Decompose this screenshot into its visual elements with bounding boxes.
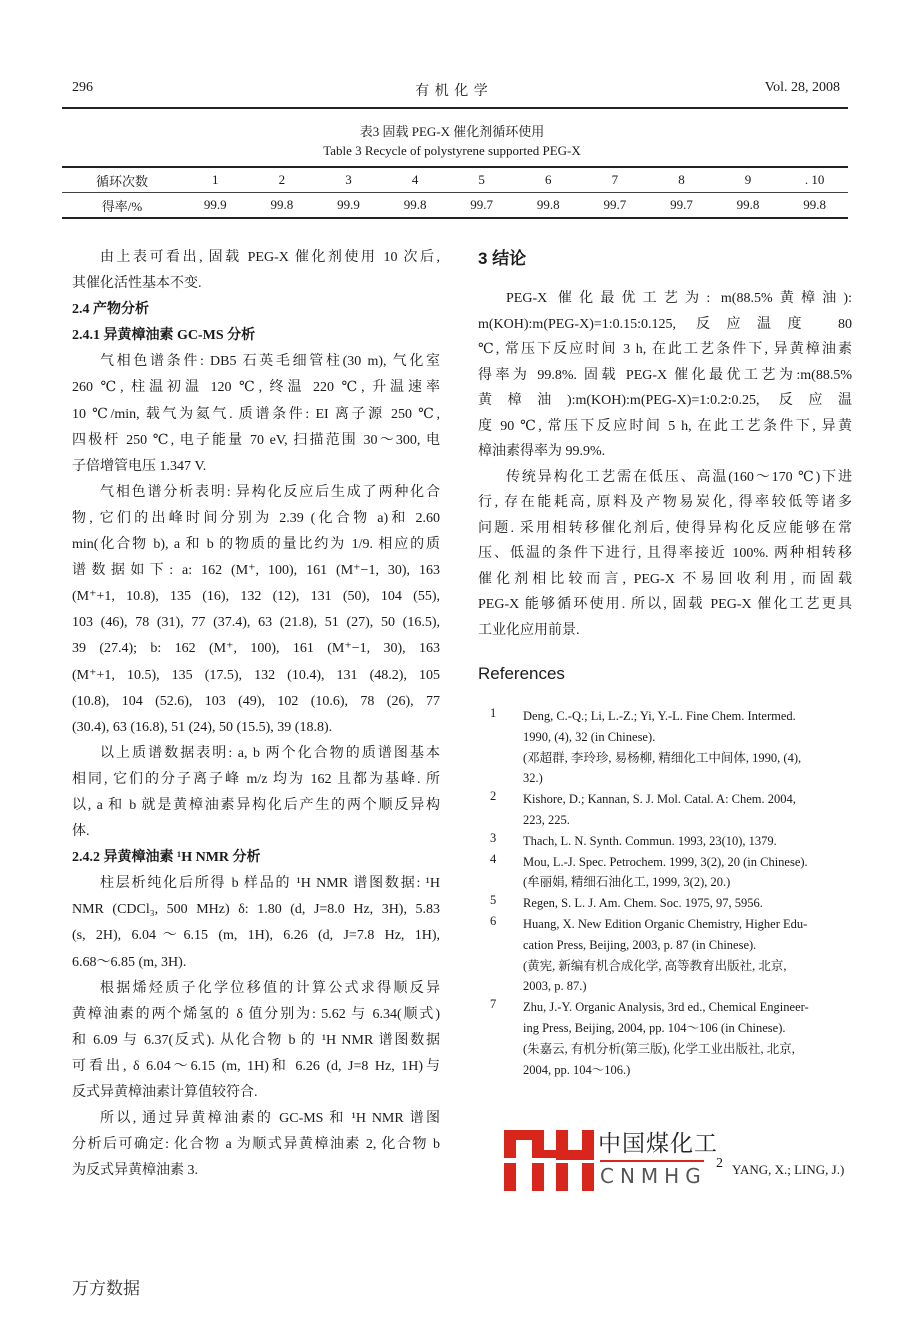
text-line: 根据烯烃质子化学位移值的计算公式求得顺反异 [100,980,440,996]
text-line: 由上表可看出, 固载 PEG-X 催化剂使用 10 次后, [100,250,440,265]
reference-number: 4 [490,851,497,866]
page-number: 296 [72,80,93,95]
reference-line: (牟丽娟, 精细石油化工, 1999, 3(2), 20.) [523,875,731,890]
reference-item [488,706,854,789]
yield-cell: 99.7 [648,193,715,219]
text-line: (M⁺+1, 10.5), 135 (17.5), 132 (10.4), 131 (48.2), 105 [72,667,440,683]
reference-line: ing Press, Beijing, 2004, pp. 104～106 (in Chinese). [523,1020,786,1035]
text-line: 气相色谱分析表明: 异构化反应后生成了两种化合 [100,484,440,500]
reference-number: 3 [490,830,497,845]
reference-item [488,997,854,1080]
text-line: (M⁺+1, 10.8), 135 (16), 132 (12), 131 (50), 104 (55), [72,589,440,605]
text-line: 物, 它们的出峰时间分别为 2.39 (化合物 a)和 2.60 [72,510,440,526]
text-line: ℃, 常压下反应时间 3 h, 在此工艺条件下, 异黄樟油素 [478,342,852,357]
table-caption-en: Table 3 Recycle of polystyrene supported PEG-X [323,143,581,158]
text-line: 黄樟油):m(KOH):m(PEG-X)=1:0.2:0.25, 反应温 [478,393,852,408]
reference-text [523,831,854,852]
author-short: YANG, X.; LING, J.) [732,1162,845,1177]
reference-number: 6 [490,913,497,928]
text-line: 工业化应用前景. [478,622,580,638]
right-column [478,244,852,683]
paragraph [72,349,440,479]
reference-item [488,893,854,914]
reference-line: (朱嘉云, 有机分析(第三版), 化学工业出版社, 北京, [523,1041,795,1056]
reference-text [523,852,854,894]
reference-line: Mou, L.-J. Spec. Petrochem. 1999, 3(2), 20 (in Chinese). [523,854,808,869]
cycle-cell: . 10 [781,167,848,193]
cycle-cell: 6 [515,167,582,193]
text-line: 2.4 产物分析 [72,302,149,318]
text-line: 度 90 ℃, 常压下反应时间 5 h, 在此工艺条件下, 异黄 [478,418,852,434]
yield-cell: 99.9 [182,193,249,219]
text-line: PEG-X 能够循环使用. 所以, 固载 PEG-X 催化工艺更具 [478,597,852,612]
text-line: 260 ℃, 柱温初温 120 ℃, 终温 220 ℃, 升温速率 [72,380,440,396]
yield-cell: 99.8 [515,193,582,219]
text-line: 气相色谱条件: DB5 石英毛细管柱(30 m), 气化室 [100,354,440,370]
text-line: min(化合物 b), a 和 b 的物质的量比约为 1/9. 相应的质 [72,537,440,553]
text-line: 以上质谱数据表明: a, b 两个化合物的质谱图基本 [100,745,440,761]
reference-line: cation Press, Beijing, 2003, p. 87 (in Chinese). [523,937,757,952]
cycle-cell: 3 [315,167,382,193]
recycle-table [62,166,848,219]
yield-cell: 99.8 [249,193,316,219]
reference-line: (邓超群, 李玲珍, 易杨柳, 精细化工中间体, 1990, (4), [523,750,802,765]
reference-item [488,852,854,894]
reference-text [523,893,854,914]
text-line: 柱层析纯化后所得 b 样品的 ¹H NMR 谱图数据: ¹H [100,876,440,892]
reference-number: 1 [490,706,497,720]
text-line: 10 ℃/min, 载气为氦气. 质谱条件: EI 离子源 250 ℃, [72,406,440,422]
cycle-cell: 8 [648,167,715,193]
reference-line: Kishore, D.; Kannan, S. J. Mol. Catal. A: Chem. 2004, [523,792,796,807]
section-heading [72,845,440,871]
logo-text-cn: 中国煤化工 [598,1131,718,1157]
reference-line: Regen, S. L. J. Am. Chem. Soc. 1975, 97, 5956. [523,896,763,911]
cycle-cell: 7 [582,167,649,193]
text-line: 和 6.09 与 6.37(反式). 从化合物 b 的 ¹H NMR 谱图数据 [72,1032,440,1048]
paragraph [72,871,440,975]
cycle-cell: 5 [448,167,515,193]
reference-line: 2003, p. 87.) [523,979,587,994]
text-line: (30.4), 63 (16.8), 51 (24), 50 (15.5), 39 (18.8). [72,719,333,735]
logo-divider [600,1160,704,1162]
reference-text [523,914,854,997]
reference-item [488,914,854,997]
row-header-yield: 得率/% [62,193,182,219]
text-line: 反式异黄樟油素计算值较符合. [72,1085,258,1100]
text-line: 分析后可确定: 化合物 a 为顺式异黄樟油素 2, 化合物 b [72,1137,440,1153]
section-heading [72,323,440,349]
text-line: 压、低温的条件下进行, 且得率接近 100%. 两种相转移 [478,546,852,561]
text-line: (10.8), 104 (52.6), 103 (49), 102 (10.6), 78 (26), 77 [72,693,440,709]
text-line: 2.4.1 异黄樟油素 GC-MS 分析 [72,328,256,344]
text-line: (s, 2H), 6.04～6.15 (m, 1H), 6.26 (d, J=7.8 Hz, 1H), [72,928,440,944]
text-line: 以, a 和 b 就是黄樟油素异构化后产生的两个顺反异构 [72,797,440,813]
references-list [488,706,854,1080]
left-column [72,245,440,1184]
text-line: 103 (46), 78 (31), 77 (37.4), 63 (21.8), 51 (27), 50 (16.5), [72,615,440,631]
yield-cell: 99.8 [781,193,848,219]
footer-source: 万方数据 [72,1279,140,1299]
text-line: 催化剂相比较而言, PEG-X 不易回收利用, 而固载 [478,571,852,587]
reference-item [488,831,854,852]
reference-number: 2 [490,789,497,804]
text-line: 可看出, δ 6.04～6.15 (m, 1H)和 6.26 (d, J=8 Hz, 1H)与 [72,1058,440,1074]
text-line: 相同, 它们的分子离子峰 m/z 均为 162 且都为基峰. 所 [72,771,440,787]
yield-cell: 99.7 [582,193,649,219]
paragraph [72,480,440,741]
paragraph [478,465,852,644]
superscript: 2 [716,1156,723,1171]
cycle-cell: 1 [182,167,249,193]
text-line: 6.68～6.85 (m, 3H). [72,954,187,970]
text-line: 39 (27.4); b: 162 (M⁺, 100), 161 (M⁺−1, 30), 163 [72,641,440,657]
text-line: 黄樟油素的两个烯氢的 δ 值分别为: 5.62 与 6.34(顺式) [72,1006,440,1022]
text-line: 体. [72,824,90,840]
section-heading [72,297,440,323]
text-line: m(KOH):m(PEG-X)=1:0.15:0.125, 反应温度 80 [478,316,852,332]
yield-cell: 99.8 [382,193,449,219]
references-title: References [478,664,565,683]
paragraph [72,976,440,1106]
reference-line: 2004, pp. 104～106.) [523,1062,631,1077]
reference-line: 223, 225. [523,812,570,827]
text-line: 2.4.2 异黄樟油素 ¹H NMR 分析 [72,850,261,866]
reference-line: 1990, (4), 32 (in Chinese). [523,729,656,744]
section-title-conclusion: 3 结论 [478,249,527,268]
reference-line: Deng, C.-Q.; Li, L.-Z.; Yi, Y.-L. Fine Chem. Intermed. [523,709,796,723]
paragraph [72,245,440,297]
row-header-cycles: 循环次数 [62,167,182,193]
cnmhg-logo-icon [504,1130,594,1192]
cycle-cell: 4 [382,167,449,193]
volume-info: Vol. 28, 2008 [764,80,840,95]
text-line: 其催化活性基本不变. [72,276,202,292]
yield-cell: 99.9 [315,193,382,219]
text-line: NMR (CDCl₃, 500 MHz) δ: 1.80 (d, J=8.0 Hz, 3H), 5.83 [72,902,440,918]
reference-text [523,706,854,789]
text-line: 所以, 通过异黄樟油素的 GC-MS 和 ¹H NMR 谱图 [100,1111,440,1127]
reference-line: Huang, X. New Edition Organic Chemistry, Higher Edu- [523,916,808,931]
reference-item [488,789,854,831]
watermark-logo [504,1130,864,1194]
text-line: 行, 存在能耗高, 原料及产物易炭化, 得率较低等诸多 [478,495,852,510]
cycle-cell: 2 [249,167,316,193]
paragraph [72,741,440,845]
text-line: PEG-X 催化最优工艺为: m(88.5%黄樟油): [506,291,852,306]
text-line: 传统异构化工艺需在低压、高温(160～170 ℃)下进 [506,469,852,485]
text-line: 为反式异黄樟油素 3. [72,1163,198,1179]
reference-text [523,789,854,831]
reference-number: 7 [490,997,497,1012]
reference-number: 5 [490,893,497,908]
table-caption-cn: 表3 固载 PEG-X 催化剂循环使用 [359,124,545,139]
paragraph [72,1106,440,1184]
text-line: 四极杆 250 ℃, 电子能量 70 eV, 扫描范围 30～300, 电 [72,432,440,448]
text-line: 谱数据如下: a: 162 (M⁺, 100), 161 (M⁺−1, 30), 163 [72,563,440,579]
yield-cell: 99.7 [448,193,515,219]
reference-line: Thach, L. N. Synth. Commun. 1993, 23(10), 1379. [523,833,777,848]
cycle-cell: 9 [715,167,782,193]
header-rule [62,107,848,109]
text-line: 问题. 采用相转移催化剂后, 使得异构化反应能够在常 [478,520,852,536]
reference-line: (黄宪, 新编有机合成化学, 高等教育出版社, 北京, [523,958,787,973]
text-line: 子倍增管电压 1.347 V. [72,458,207,474]
reference-text [523,997,854,1080]
paragraph [478,286,852,465]
reference-line: 32.) [523,771,543,786]
text-line: 得率为 99.8%. 固载 PEG-X 催化最优工艺为:m(88.5% [478,367,852,383]
reference-line: Zhu, J.-Y. Organic Analysis, 3rd ed., Chemical Engineer- [523,1000,809,1015]
logo-text-en: CNMHG [600,1164,707,1188]
text-line: 樟油素得率为 99.9%. [478,444,606,459]
yield-cell: 99.8 [715,193,782,219]
journal-title: 有 机 化 学 [415,84,489,99]
